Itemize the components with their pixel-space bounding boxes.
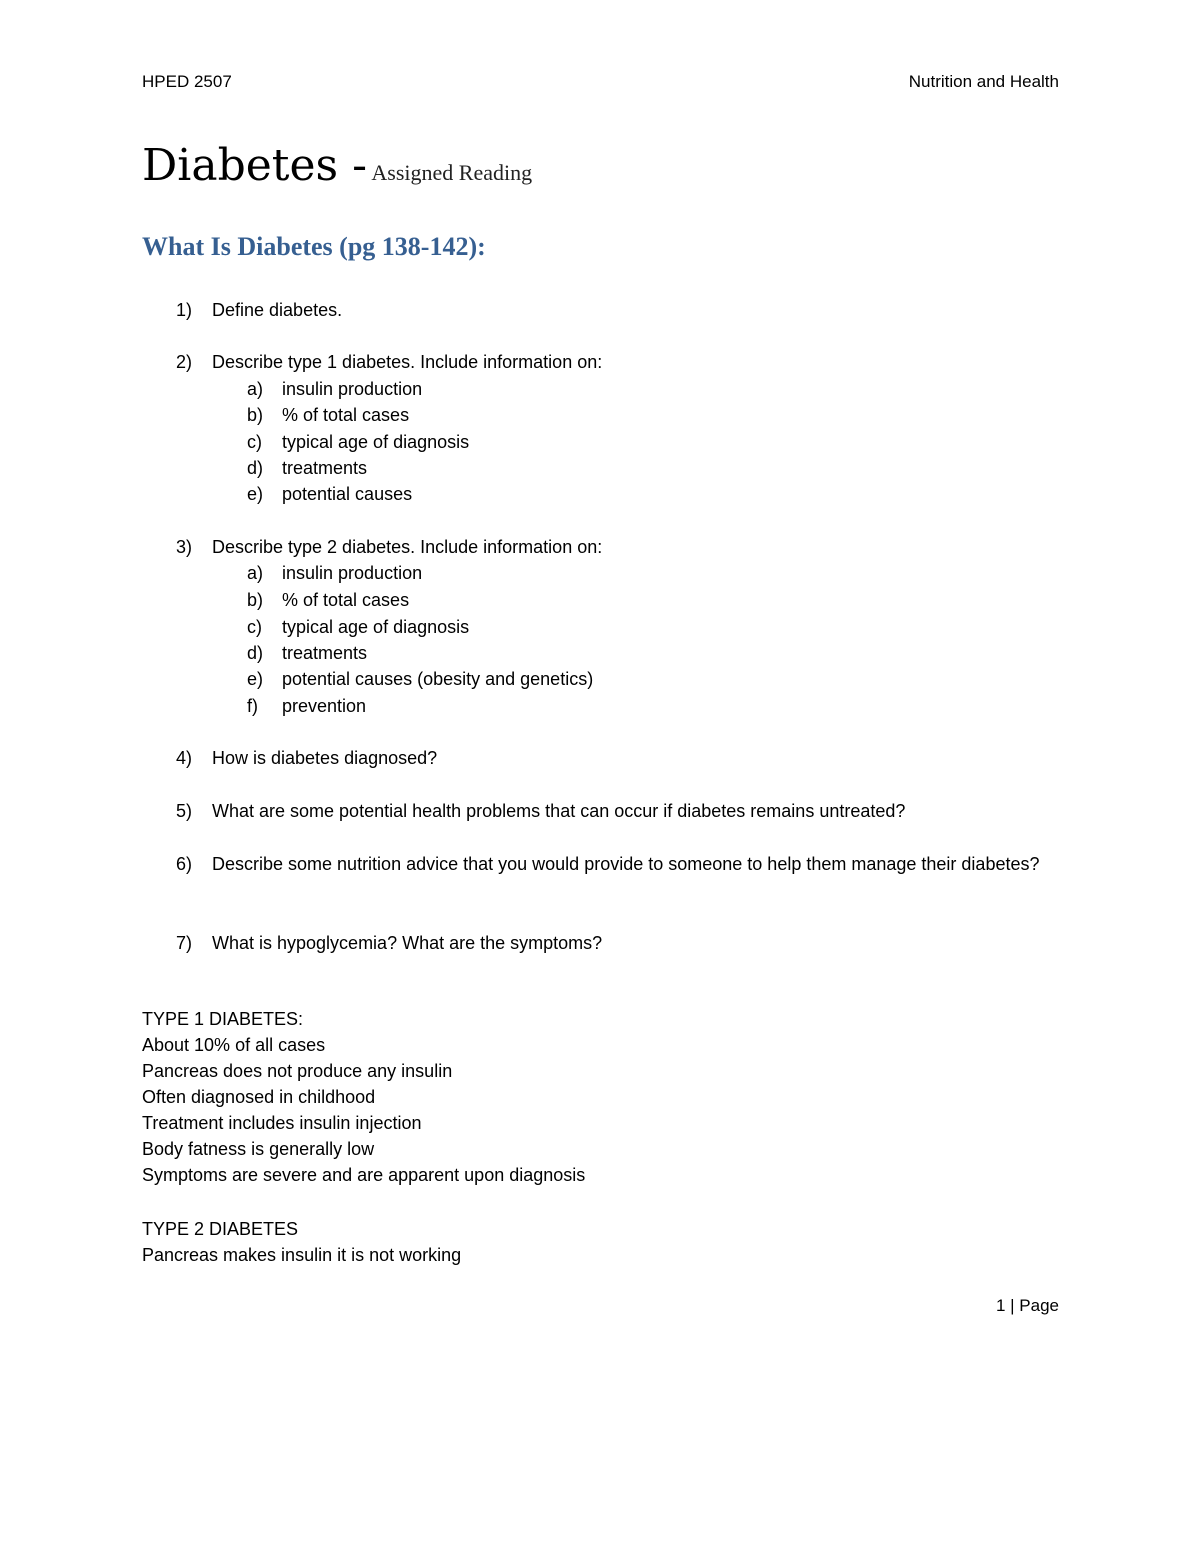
subitem-letter: c)	[247, 617, 262, 637]
subitem-text: % of total cases	[282, 405, 410, 425]
question-number: 2)	[176, 352, 193, 372]
subitem-text: insulin production	[282, 379, 423, 399]
question-text: Define diabetes.	[212, 300, 343, 320]
document-title	[142, 140, 532, 191]
subitem-letter: e)	[247, 484, 264, 504]
subitem-text: treatments	[282, 458, 368, 478]
notes-line: Symptoms are severe and are apparent upon diagnosis	[142, 1165, 586, 1185]
subitem-text: insulin production	[282, 563, 423, 583]
question-number: 3)	[176, 537, 193, 557]
question-text: What are some potential health problems that can occur if diabetes remains untreated?	[212, 801, 906, 821]
notes-line: About 10% of all cases	[142, 1035, 326, 1055]
subitem-text: potential causes (obesity and genetics)	[282, 669, 594, 689]
subitem-text: typical age of diagnosis	[282, 617, 470, 637]
notes-line: Pancreas makes insulin it is not working	[142, 1245, 462, 1265]
page-number: 1 | Page	[995, 1296, 1059, 1315]
question-number: 4)	[176, 748, 193, 768]
question-text: What is hypoglycemia? What are the symptoms?	[212, 933, 603, 953]
title-subtitle: Assigned Reading	[371, 160, 533, 185]
question-number: 5)	[176, 801, 193, 821]
question-text: How is diabetes diagnosed?	[212, 748, 438, 768]
subitem-letter: f)	[247, 696, 258, 716]
subitem-letter: d)	[247, 458, 264, 478]
notes-heading: TYPE 2 DIABETES	[142, 1219, 299, 1239]
notes-heading: TYPE 1 DIABETES:	[142, 1009, 304, 1029]
subitem-text: prevention	[282, 696, 367, 716]
notes-line: Often diagnosed in childhood	[142, 1087, 376, 1107]
subitem-letter: e)	[247, 669, 264, 689]
subitem-text: % of total cases	[282, 590, 410, 610]
subitem-letter: c)	[247, 432, 262, 452]
subitem-letter: b)	[247, 590, 264, 610]
subitem-letter: d)	[247, 643, 264, 663]
question-number: 6)	[176, 854, 193, 874]
notes-line: Treatment includes insulin injection	[142, 1113, 422, 1133]
subitem-letter: a)	[247, 563, 264, 583]
subitem-letter: b)	[247, 405, 264, 425]
subitem-text: potential causes	[282, 484, 413, 504]
notes-line: Body fatness is generally low	[142, 1139, 375, 1159]
header-subject: Nutrition and Health	[908, 72, 1059, 91]
title-main: Diabetes -	[142, 140, 367, 191]
question-text: Describe type 2 diabetes. Include information on:	[212, 537, 603, 557]
question-text: Describe type 1 diabetes. Include information on:	[212, 352, 603, 372]
notes-type2	[142, 1216, 461, 1268]
question-number: 1)	[176, 300, 193, 320]
subitem-text: treatments	[282, 643, 368, 663]
notes-type1	[142, 1006, 585, 1188]
subitem-text: typical age of diagnosis	[282, 432, 470, 452]
question-text: Describe some nutrition advice that you would provide to someone to help them manage their diabetes?	[212, 854, 1040, 874]
subitem-letter: a)	[247, 379, 264, 399]
question-number: 7)	[176, 933, 193, 953]
header-course-code: HPED 2507	[142, 72, 232, 91]
notes-line: Pancreas does not produce any insulin	[142, 1061, 453, 1081]
section-heading: What Is Diabetes (pg 138-142):	[142, 232, 486, 261]
